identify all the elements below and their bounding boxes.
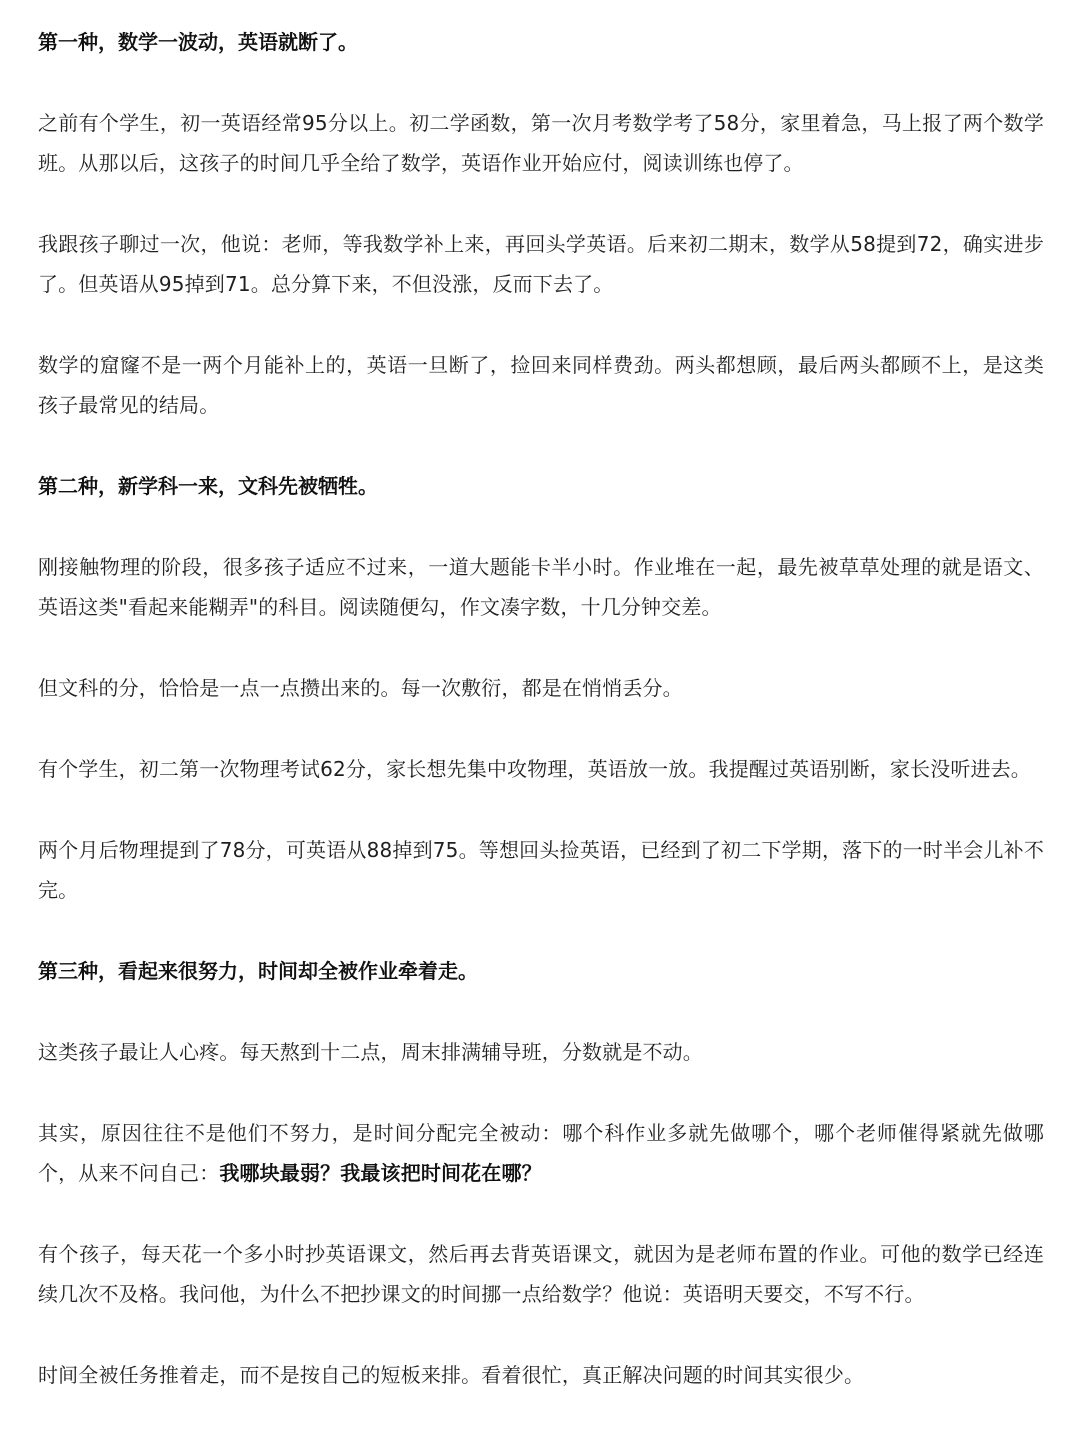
section-3-paragraph-1: 这类孩子最让人心疼。每天熬到十二点，周末排满辅导班，分数就是不动。	[38, 1040, 703, 1064]
section-3-heading: 第三种，看起来很努力，时间却全被作业牵着走。	[38, 959, 478, 983]
section-3-paragraph-3: 有个孩子，每天花一个多小时抄英语课文，然后再去背英语课文，就因为是老师布置的作业。可他的数学已经连续几次不及格。我问他，为什么不把抄课文的时间挪一点给数学？他说：英语明天要交，不写不行。	[38, 1242, 1044, 1306]
section-1-paragraph-3: 数学的窟窿不是一两个月能补上的，英语一旦断了，捡回来同样费劲。两头都想顾，最后两头都顾不上，是这类孩子最常见的结局。	[38, 353, 1044, 417]
key-question-emphasis: 我哪块最弱？我最该把时间花在哪？	[219, 1161, 542, 1185]
section-2-paragraph-4: 两个月后物理提到了78分，可英语从88掉到75。等想回头捡英语，已经到了初二下学期，落下的一时半会儿补不完。	[38, 838, 1044, 902]
section-3-paragraph-4: 时间全被任务推着走，而不是按自己的短板来排。看着很忙，真正解决问题的时间其实很少。	[38, 1363, 865, 1387]
section-2-paragraph-1: 刚接触物理的阶段，很多孩子适应不过来，一道大题能卡半小时。作业堆在一起，最先被草草处理的就是语文、英语这类"看起来能糊弄"的科目。阅读随便勾，作文凑字数，十几分钟交差。	[38, 555, 1044, 619]
section-2-paragraph-3: 有个学生，初二第一次物理考试62分，家长想先集中攻物理，英语放一放。我提醒过英语别断，家长没听进去。	[38, 757, 1031, 781]
section-3-paragraph-2	[38, 1113, 1044, 1193]
section-2-heading: 第二种，新学科一来，文科先被牺牲。	[38, 474, 378, 498]
section-1-paragraph-2: 我跟孩子聊过一次，他说：老师，等我数学补上来，再回头学英语。后来初二期末，数学从58提到72，确实进步了。但英语从95掉到71。总分算下来，不但没涨，反而下去了。	[38, 232, 1044, 296]
section-1-heading: 第一种，数学一波动，英语就断了。	[38, 30, 358, 54]
section-3-paragraph-2-text: 其实，原因往往不是他们不努力，是时间分配完全被动：哪个科作业多就先做哪个，哪个老师催得紧就先做哪个，从来不问自己：	[38, 1121, 1044, 1185]
section-1-paragraph-1: 之前有个学生，初一英语经常95分以上。初二学函数，第一次月考数学考了58分，家里着急，马上报了两个数学班。从那以后，这孩子的时间几乎全给了数学，英语作业开始应付，阅读训练也停了。	[38, 111, 1044, 175]
section-2-paragraph-2: 但文科的分，恰恰是一点一点攒出来的。每一次敷衍，都是在悄悄丢分。	[38, 676, 683, 700]
